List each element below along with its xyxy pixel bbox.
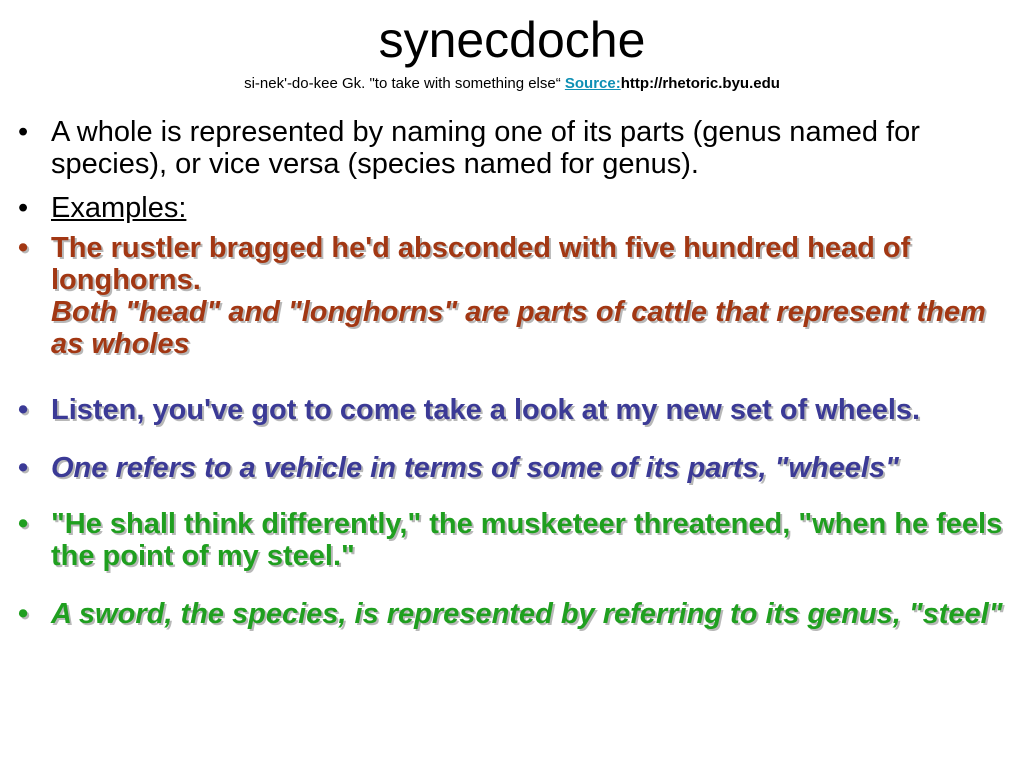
definition-text: A whole is represented by naming one of its parts (genus named for species), or vice versa (species named for genus). [51, 116, 920, 180]
bullet-icon: • [18, 232, 29, 264]
bullet-icon: • [18, 508, 29, 540]
source-link[interactable]: Source: [564, 75, 621, 92]
bullet-icon: • [18, 394, 29, 426]
slide-title: synecdoche [378, 12, 646, 68]
bullet-definition [18, 116, 1008, 180]
pronunciation-text: si-nek'-do-kee Gk. "to take with something else“ [244, 75, 565, 92]
source-url: http://rhetoric.byu.edu [620, 75, 780, 92]
example-sentence: "He shall think differently," the musketeer threatened, "when he feels the point of my steel." [51, 508, 1003, 572]
bullet-examples-label [18, 192, 1008, 224]
bullet-example-wheels [18, 394, 1008, 426]
bullet-explanation-wheels [18, 452, 1008, 484]
examples-label: Examples: [51, 192, 187, 224]
example-sentence: The rustler bragged he'd absconded with five hundred head of longhorns. [51, 232, 911, 296]
example-explanation: A sword, the species, is represented by referring to its genus, "steel" [51, 598, 1003, 630]
bullet-list [18, 112, 1008, 630]
example-explanation: One refers to a vehicle in terms of some of its parts, "wheels" [51, 452, 899, 484]
example-explanation: Both "head" and "longhorns" are parts of cattle that represent them as wholes [51, 296, 986, 360]
slide-subtitle [0, 74, 1024, 94]
bullet-icon: • [18, 116, 29, 148]
bullet-icon: • [18, 192, 29, 224]
example-sentence: Listen, you've got to come take a look at my new set of wheels. [51, 394, 921, 426]
bullet-icon: • [18, 598, 29, 630]
bullet-example-steel [18, 508, 1008, 572]
bullet-example-rustler [18, 232, 1008, 360]
bullet-explanation-steel [18, 598, 1008, 630]
bullet-icon: • [18, 452, 29, 484]
